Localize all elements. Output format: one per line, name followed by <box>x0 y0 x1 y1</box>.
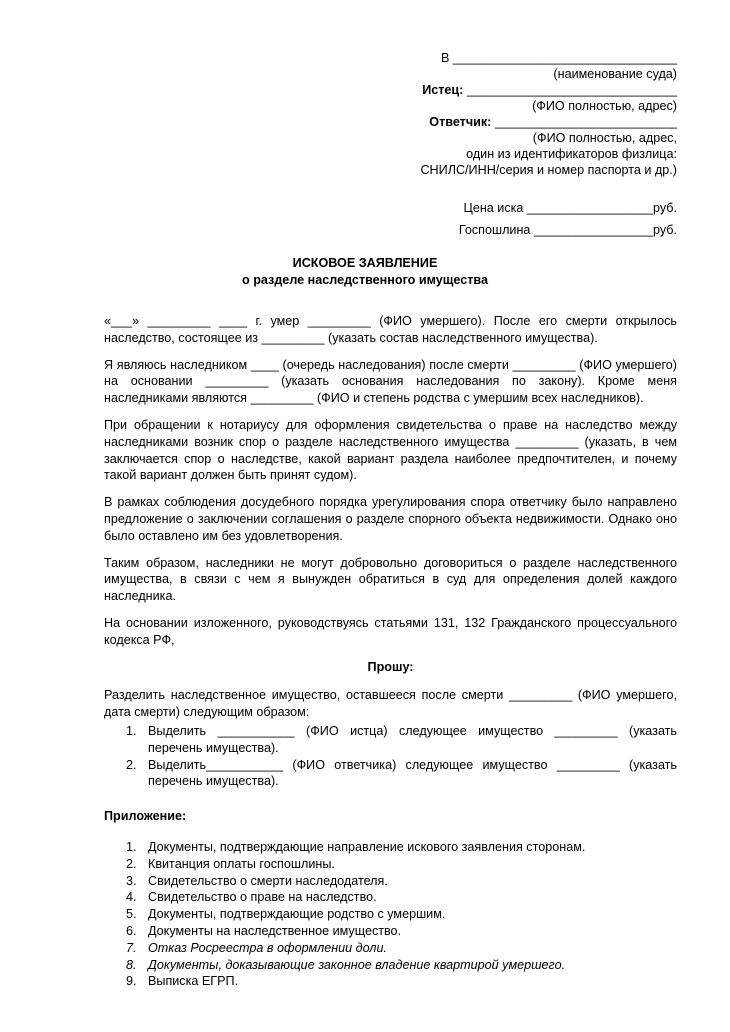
list-item-text: Выделить___________ (ФИО ответчика) следующее имущество _________ (указать перечень имущества). <box>148 757 677 789</box>
defendant-row <box>397 114 677 130</box>
list-item-number: 3. <box>126 873 137 888</box>
list-item-number: 6. <box>126 923 137 938</box>
list-item-number: 7. <box>126 940 137 955</box>
list-item <box>104 757 677 791</box>
defendant-hint-3: СНИЛС/ИНН/серия и номер паспорта и др.) <box>420 163 677 177</box>
request-heading: Прошу: <box>367 659 414 674</box>
defendant-hint-1: (ФИО полностью, адрес, <box>532 131 677 145</box>
paragraph-2: Я являюсь наследником ____ (очередь наследования) после смерти _________ (ФИО умершего) на основании _________ (указать основания наследования по закону). Кроме меня наследниками являются _________ (ФИО и степень родства с умершим всех наследников). <box>104 357 677 406</box>
list-item-text: Выделить ___________ (ФИО истца) следующее имущество _________ (указать перечень имущества). <box>148 723 677 755</box>
plaintiff-hint: (ФИО полностью, адрес) <box>532 99 677 113</box>
title-line-1: ИСКОВОЕ ЗАЯВЛЕНИЕ <box>292 256 438 270</box>
list-item-number: 5. <box>126 907 137 922</box>
list-item-text: Документы на наследственное имущество. <box>148 923 402 938</box>
paragraph-5: Таким образом, наследники не могут добровольно договориться о разделе наследственного имущества, в связи с чем я вынужден обратиться в суд для определения долей каждого наследника. <box>104 555 677 604</box>
list-item <box>104 873 677 890</box>
plaintiff-row <box>397 82 677 98</box>
document-body <box>104 313 677 1000</box>
plaintiff-label: Истец: <box>422 83 464 97</box>
list-item-number: 9. <box>126 974 137 989</box>
list-item <box>104 889 677 906</box>
attachments-heading: Приложение: <box>104 809 187 824</box>
paragraph-1: «___» _________ ____ г. умер _________ (ФИО умершего). После его смерти открылось наследство, состоящее из _________ (указать состав наследственного имущества). <box>104 314 677 345</box>
court-hint: (наименование суда) <box>553 67 677 81</box>
list-item-text: Документы, подтверждающие направление искового заявления сторонам. <box>148 839 586 854</box>
list-item-number: 1. <box>126 723 137 738</box>
list-item-number: 4. <box>126 890 137 905</box>
state-fee: Госпошлина _________________руб. <box>458 223 677 237</box>
list-item <box>104 906 677 923</box>
defendant-hint-2: один из идентификаторов физлица: <box>466 147 677 161</box>
request-list <box>104 723 677 790</box>
list-item <box>104 839 677 856</box>
list-item-text: Документы, подтверждающие родство с умершим. <box>148 907 446 922</box>
header-block <box>397 50 677 238</box>
list-item <box>104 940 677 957</box>
list-item-text: Свидетельство о смерти наследодателя. <box>148 873 388 888</box>
list-item <box>104 723 677 757</box>
list-item <box>104 973 677 990</box>
attachments-list <box>104 839 677 990</box>
list-item <box>104 856 677 873</box>
list-item-text: Отказ Росреестра в оформлении доли. <box>148 940 387 955</box>
list-item <box>104 957 677 974</box>
paragraph-4: В рамках соблюдения досудебного порядка урегулирования спора ответчику было направлено предложение о заключении соглашения о разделе спорного объекта недвижимости. Однако оно было оставлено им без удовлетворения. <box>104 495 677 543</box>
list-item <box>104 923 677 940</box>
court-line: В ________________________________ <box>440 51 677 65</box>
list-item-text: Свидетельство о праве на наследство. <box>148 890 377 905</box>
request-intro: Разделить наследственное имущество, оставшееся после смерти _________ (ФИО умершего, дата смерти) следующим образом: <box>104 688 677 720</box>
list-item-number: 2. <box>126 856 137 871</box>
list-item-text: Выписка ЕГРП. <box>148 974 239 989</box>
list-item-number: 2. <box>126 757 137 772</box>
list-item-text: Документы, доказывающие законное владение квартирой умершего. <box>148 957 566 972</box>
list-item-number: 8. <box>126 957 137 972</box>
plaintiff-line: ______________________________ <box>463 83 677 97</box>
list-item-text: Квитанция оплаты госпошлины. <box>148 856 335 871</box>
claim-price: Цена иска __________________руб. <box>463 201 677 215</box>
defendant-label: Ответчик: <box>429 115 492 129</box>
title-line-2: о разделе наследственного имущества <box>242 273 488 287</box>
document-title <box>100 255 630 289</box>
defendant-line: __________________________ <box>491 115 677 129</box>
paragraph-6: На основании изложенного, руководствуясь статьями 131, 132 Гражданского процессуального кодекса РФ, <box>104 615 677 647</box>
list-item-number: 1. <box>126 839 137 854</box>
paragraph-3: При обращении к нотариусу для оформления свидетельства о праве на наследство между наследниками возник спор о разделе наследственного имущества _________ (указать, в чем заключается спор о наследстве, какой вариант раздела наиболее предпочтителен, и почему такой вариант должен быть принят судом). <box>104 417 677 483</box>
